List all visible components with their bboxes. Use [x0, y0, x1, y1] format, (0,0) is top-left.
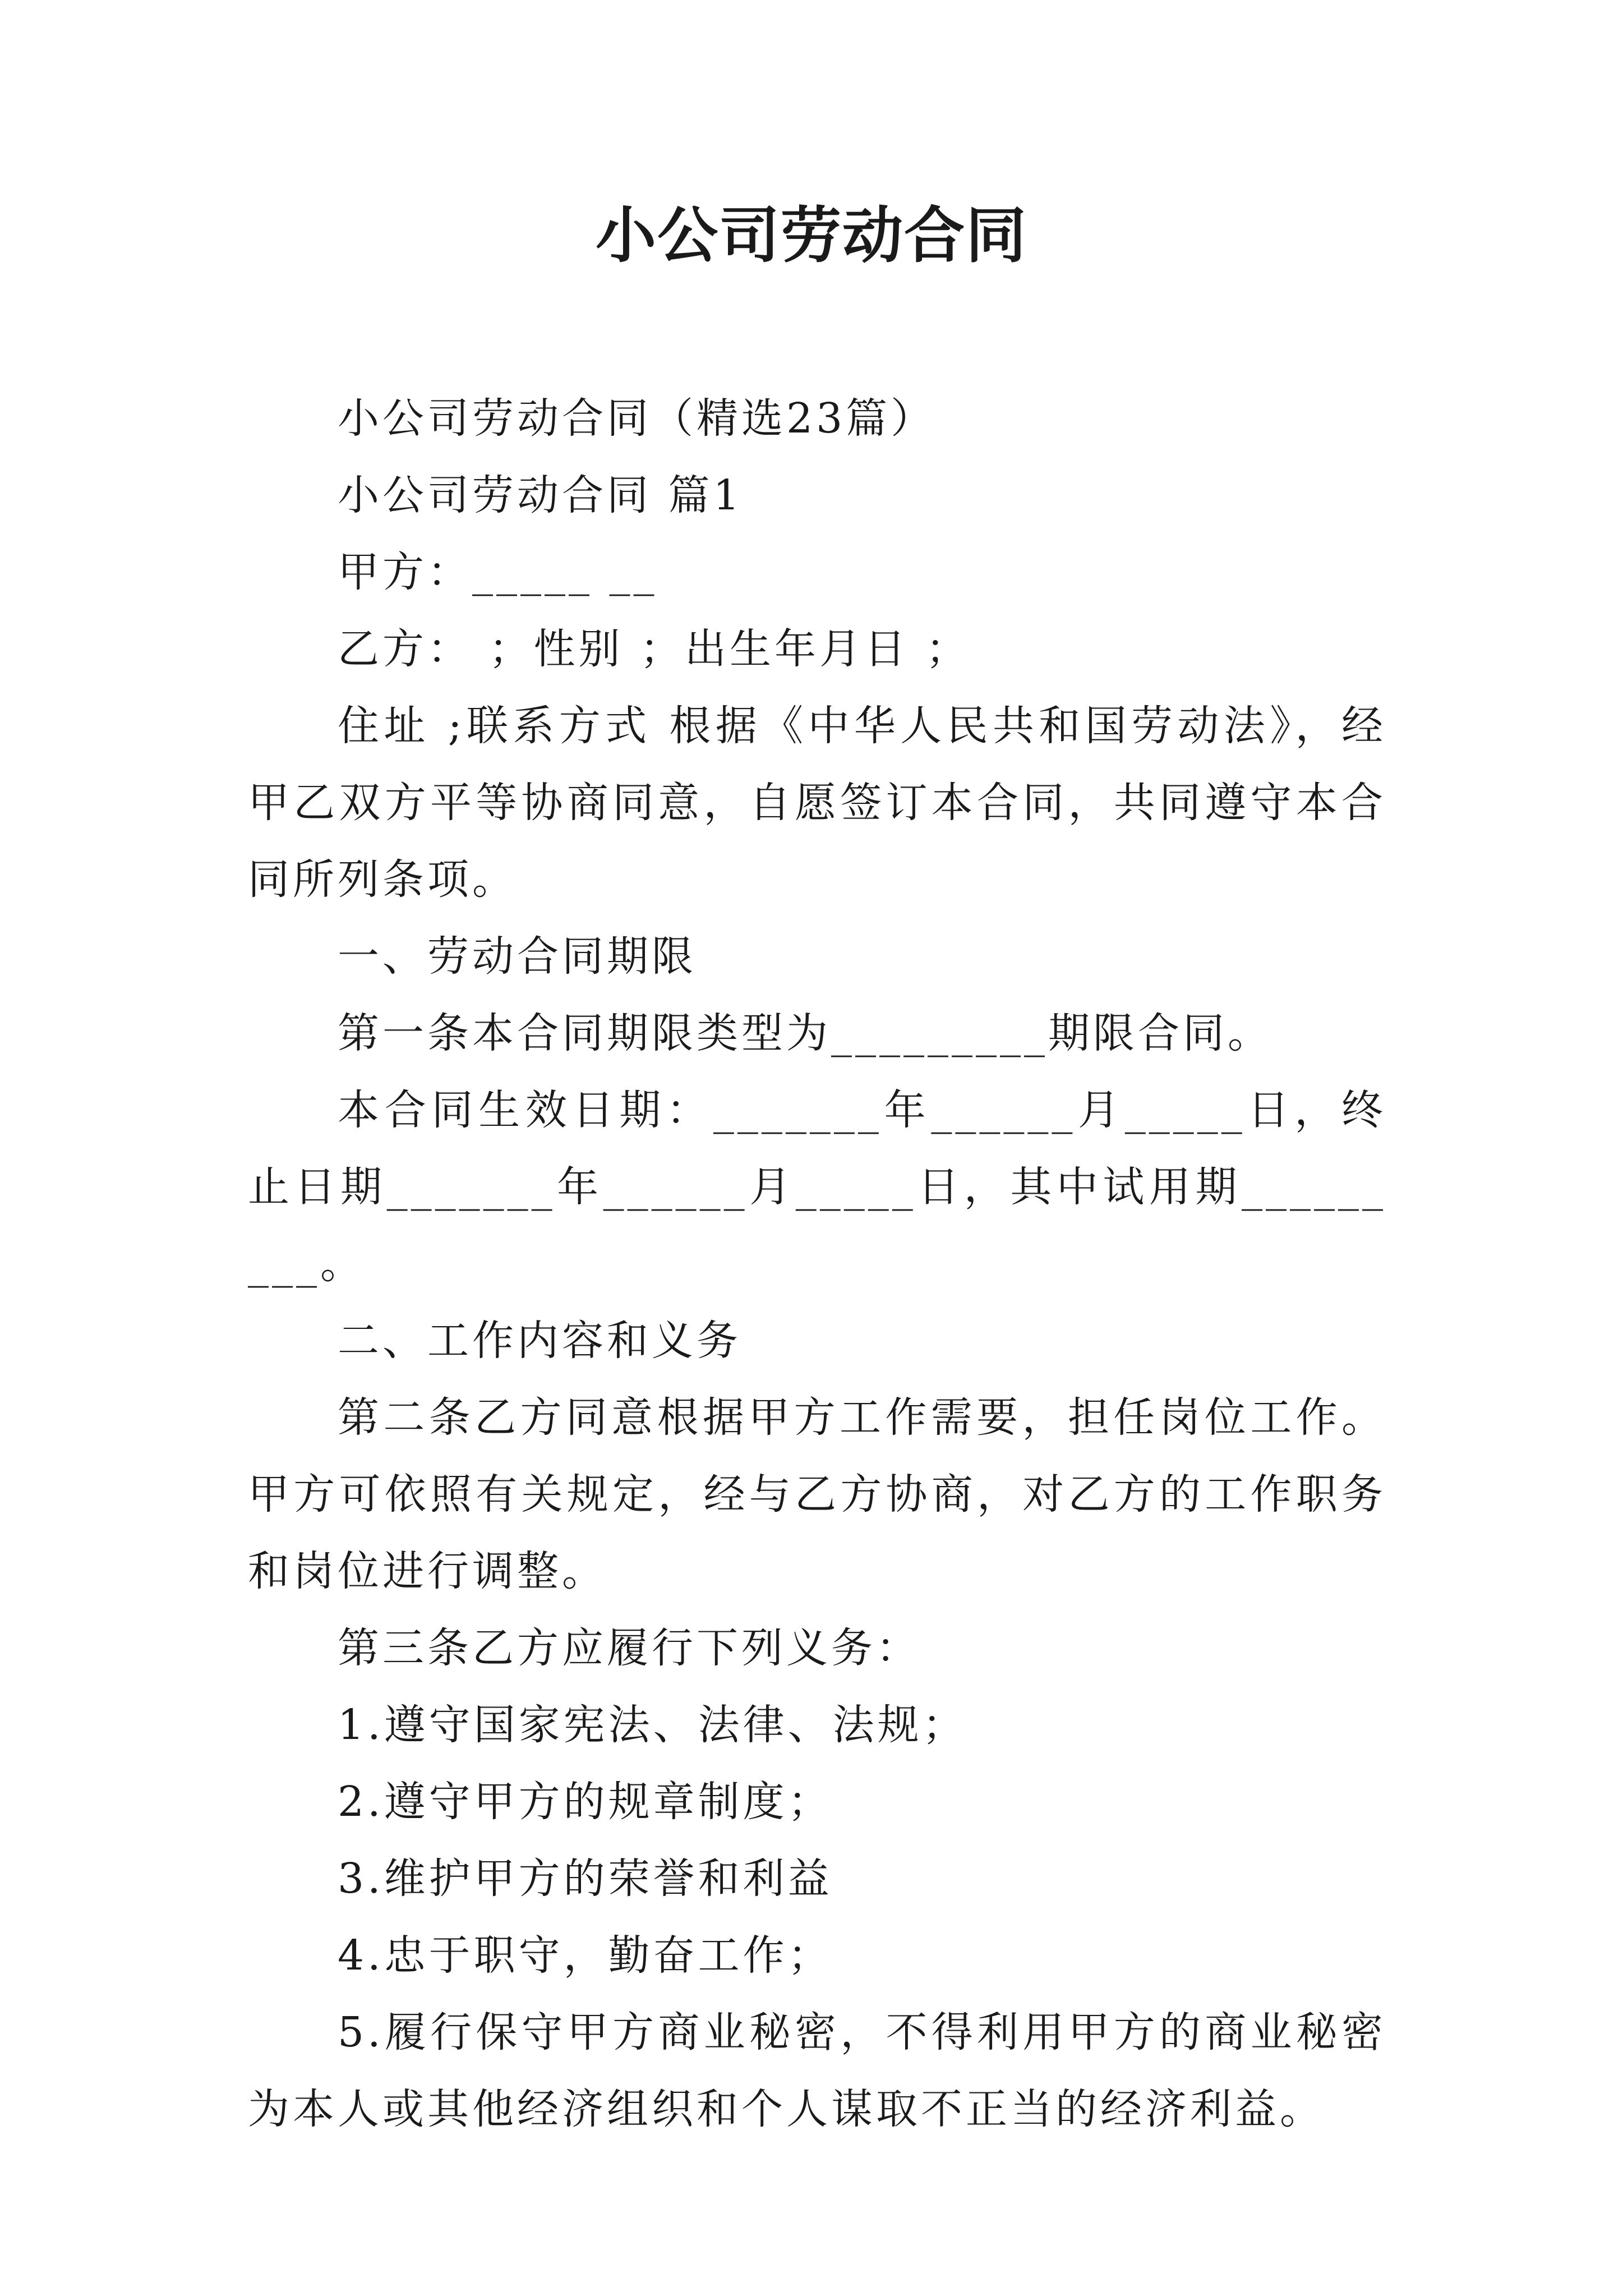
list-item: 2.遵守甲方的规章制度；	[338, 1778, 833, 1826]
list-item: 4.忠于职守，勤奋工作；	[338, 1931, 833, 1980]
section-heading: 二、工作内容和义务	[338, 1317, 741, 1365]
list-item: 3.维护甲方的荣誉和利益	[338, 1855, 833, 1903]
section-heading: 一、劳动合同期限	[338, 932, 697, 981]
address-paragraph: 住址 ;联系方式 根据《中华人民共和国劳动法》，经甲乙双方平等协商同意，自愿签订本合同，共同遵守本合同所列条项。	[248, 702, 1386, 904]
article-paragraph: 第三条乙方应履行下列义务：	[338, 1624, 921, 1672]
article-paragraph: 第一条本合同期限类型为_________期限合同。	[338, 1009, 1272, 1057]
list-item: 5.履行保守甲方商业秘密，不得利用甲方的商业秘密为本人或其他经济组织和个人谋取不正当的经济利益。	[248, 2008, 1386, 2133]
party-b-line: 乙方： ；性别 ；出生年月日 ；	[338, 625, 971, 673]
subtitle-paragraph: 小公司劳动合同（精选23篇）	[338, 394, 936, 443]
document-body	[248, 380, 1386, 2148]
article-paragraph: 第二条乙方同意根据甲方工作需要，担任岗位工作。甲方可依照有关规定，经与乙方协商，对乙方的工作职务和岗位进行调整。	[248, 1393, 1386, 1595]
document-title: 小公司劳动合同	[595, 200, 1027, 271]
article-paragraph: 本合同生效日期：_______年______月_____日，终止日期_______年______月_____日，其中试用期_________。	[248, 1086, 1386, 1288]
party-a-line: 甲方：_____ __	[338, 548, 658, 596]
list-item: 1.遵守国家宪法、法律、法规；	[338, 1701, 967, 1749]
section-heading: 小公司劳动合同 篇1	[338, 471, 743, 519]
